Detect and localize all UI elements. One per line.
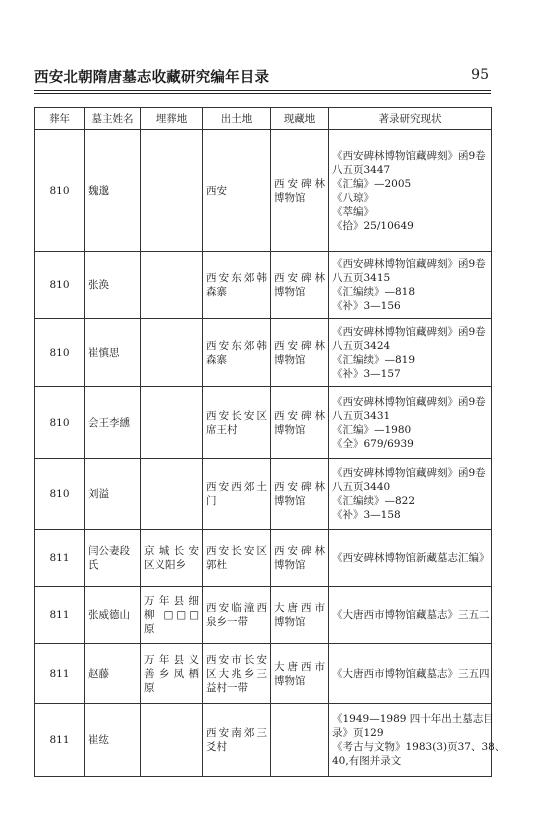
table-row xyxy=(35,252,492,319)
unearthed-place-cell: 西安 xyxy=(203,130,271,252)
records-cell: 《西安碑林博物馆藏碑刻》函9卷 八五页3447 《汇编》—2005 《八琼》 《萃编》 《拾》25/10649 xyxy=(329,130,492,252)
burial-year-cell: 811 xyxy=(35,530,85,587)
table-row xyxy=(35,704,492,777)
tomb-owner-cell: 赵藤 xyxy=(85,644,141,704)
unearthed-place-cell: 西安长安区 席王村 xyxy=(203,387,271,459)
header-rule-thin xyxy=(34,93,491,94)
table-row xyxy=(35,319,492,387)
tomb-owner-cell: 崔纮 xyxy=(85,704,141,777)
burial-place-cell xyxy=(141,252,203,319)
burial-place-cell xyxy=(141,459,203,530)
records-cell: 《西安碑林博物馆藏碑刻》函9卷 八五页3424 《汇编续》—819 《补》3—157 xyxy=(329,319,492,387)
unearthed-place-cell: 西安临潼西 泉乡一带 xyxy=(203,587,271,644)
burial-year-cell: 810 xyxy=(35,387,85,459)
tomb-owner-cell: 会王李纁 xyxy=(85,387,141,459)
column-header: 著录研究现状 xyxy=(329,108,492,130)
column-header: 现藏地 xyxy=(271,108,329,130)
burial-year-cell: 810 xyxy=(35,252,85,319)
records-cell: 《西安碑林博物馆藏碑刻》函9卷 八五页3431 《汇编》—1980 《全》679/6939 xyxy=(329,387,492,459)
burial-year-cell: 810 xyxy=(35,459,85,530)
tomb-owner-cell: 刘溢 xyxy=(85,459,141,530)
records-cell: 《大唐西市博物馆藏墓志》三五四 xyxy=(329,644,492,704)
column-header: 墓主姓名 xyxy=(85,108,141,130)
records-cell: 《大唐西市博物馆藏墓志》三五二 xyxy=(329,587,492,644)
collection-cell: 大唐西市 博物馆 xyxy=(271,644,329,704)
burial-year-cell: 810 xyxy=(35,319,85,387)
tomb-owner-cell: 崔慎思 xyxy=(85,319,141,387)
table-row xyxy=(35,644,492,704)
table-row xyxy=(35,459,492,530)
burial-place-cell: 京城长安 区义阳乡 xyxy=(141,530,203,587)
burial-year-cell: 811 xyxy=(35,587,85,644)
column-header: 葬年 xyxy=(35,108,85,130)
burial-place-cell: 万年县细 柳 □□□ 原 xyxy=(141,587,203,644)
unearthed-place-cell: 西安长安区 郭杜 xyxy=(203,530,271,587)
collection-cell: 西安碑林 博物馆 xyxy=(271,130,329,252)
burial-place-cell xyxy=(141,387,203,459)
collection-cell: 大唐西市 博物馆 xyxy=(271,587,329,644)
tomb-owner-cell: 张涣 xyxy=(85,252,141,319)
records-cell: 《西安碑林博物馆新藏墓志汇编》 xyxy=(329,530,492,587)
unearthed-place-cell: 西安南郊三 爻村 xyxy=(203,704,271,777)
collection-cell: 西安碑林 博物馆 xyxy=(271,530,329,587)
records-cell: 《1949—1989 四十年出土墓志目 录》页129 《考古与文物》1983(3)页37、38、 40,有图并录文 xyxy=(329,704,492,777)
column-header: 出土地 xyxy=(203,108,271,130)
burial-year-cell: 811 xyxy=(35,644,85,704)
catalog-table xyxy=(34,107,506,777)
burial-year-cell: 811 xyxy=(35,704,85,777)
burial-place-cell xyxy=(141,130,203,252)
unearthed-place-cell: 西安东郊韩 森寨 xyxy=(203,319,271,387)
tomb-owner-cell: 闫公妻段氏 xyxy=(85,530,141,587)
table-row xyxy=(35,530,492,587)
book-title: 西安北朝隋唐墓志收藏研究编年目录 xyxy=(34,70,270,86)
running-header xyxy=(34,66,489,88)
unearthed-place-cell: 西安西郊土 门 xyxy=(203,459,271,530)
unearthed-place-cell: 西安市长安 区大兆乡三 益村一带 xyxy=(203,644,271,704)
table-row xyxy=(35,130,492,252)
tomb-owner-cell: 魏邈 xyxy=(85,130,141,252)
unearthed-place-cell: 西安东郊韩 森寨 xyxy=(203,252,271,319)
burial-year-cell: 810 xyxy=(35,130,85,252)
collection-cell: 西安碑林 博物馆 xyxy=(271,387,329,459)
collection-cell: 西安碑林 博物馆 xyxy=(271,319,329,387)
records-cell: 《西安碑林博物馆藏碑刻》函9卷 八五页3440 《汇编续》—822 《补》3—158 xyxy=(329,459,492,530)
collection-cell: 西安碑林 博物馆 xyxy=(271,252,329,319)
burial-place-cell: 万年县义 善乡凤栖 原 xyxy=(141,644,203,704)
table-row xyxy=(35,387,492,459)
page-number: 95 xyxy=(471,67,489,83)
records-cell: 《西安碑林博物馆藏碑刻》函9卷 八五页3415 《汇编续》—818 《补》3—156 xyxy=(329,252,492,319)
column-header: 埋葬地 xyxy=(141,108,203,130)
table-header-row xyxy=(35,108,492,130)
burial-place-cell xyxy=(141,704,203,777)
tomb-owner-cell: 张威德山 xyxy=(85,587,141,644)
table-row xyxy=(35,587,492,644)
header-rule-thick xyxy=(34,90,491,91)
collection-cell xyxy=(271,704,329,777)
burial-place-cell xyxy=(141,319,203,387)
collection-cell: 西安碑林 博物馆 xyxy=(271,459,329,530)
